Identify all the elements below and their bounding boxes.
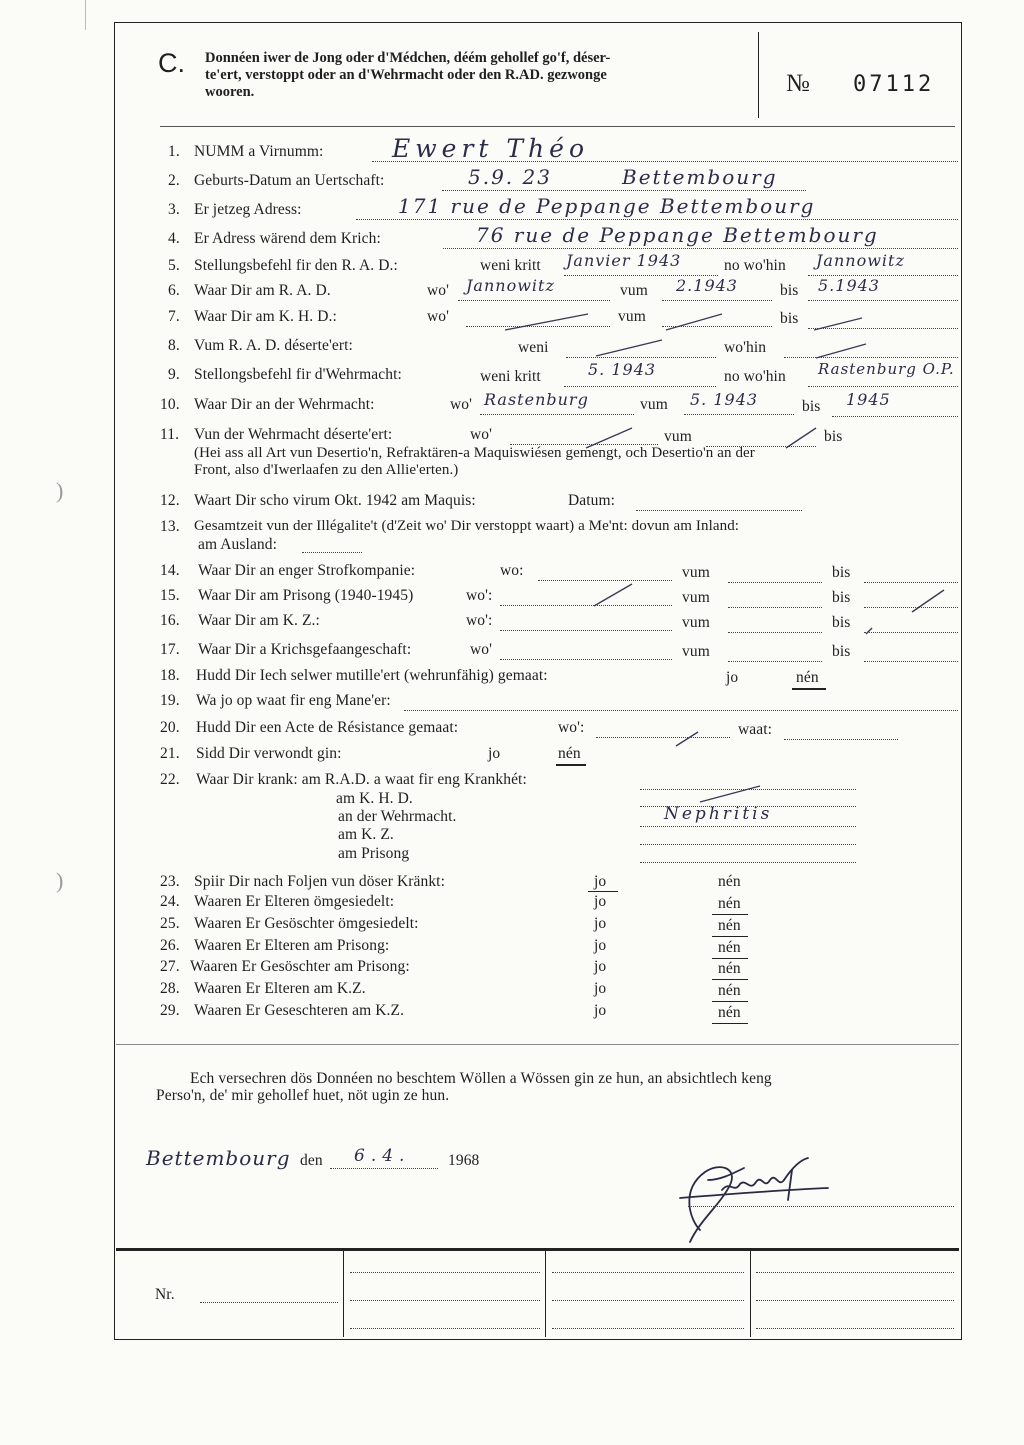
row-label: Gesamtzeit vun der Illégalite't (d'Zeit wo' Dir verstoppt waart) a Me'nt: dovun am Inland: xyxy=(194,518,740,534)
handwritten-value: 2.1943 xyxy=(676,276,738,295)
row-label: Waart Dir scho virum Okt. 1942 am Maquis: xyxy=(194,492,476,509)
field-label: no wo'hin xyxy=(724,257,786,274)
footer-rule xyxy=(116,1248,959,1251)
row-number: 3. xyxy=(168,201,180,218)
row-number: 11. xyxy=(160,426,180,443)
handwritten-illness: Nephritis xyxy=(664,804,773,824)
fill-line xyxy=(552,1300,744,1301)
option-nen: nén xyxy=(796,669,819,686)
row-label: Spiir Dir nach Foljen vun döser Kränkt: xyxy=(194,873,445,890)
field-label: vum xyxy=(620,282,648,299)
sub-label: am K. H. D. xyxy=(336,790,413,807)
option-jo: jo xyxy=(594,1002,607,1019)
field-label: wo': xyxy=(558,719,585,736)
row-label: Stellungsbefehl fir den R. A. D.: xyxy=(194,257,398,274)
declaration-line: Perso'n, de' mir gehollef huet, nöt ugin ze hun. xyxy=(156,1087,450,1104)
fill-line xyxy=(350,1328,540,1329)
row-label: Waaren Er Gesöschter ömgesiedelt: xyxy=(194,915,419,932)
field-label: bis xyxy=(802,398,821,415)
row-number: 22. xyxy=(160,771,180,788)
field-label: weni kritt xyxy=(480,368,541,385)
field-label: wo'hin xyxy=(724,339,767,356)
fill-line xyxy=(330,1168,438,1169)
handwritten-birthdate: 5.9. 23 xyxy=(468,165,552,189)
sub-label: an der Wehrmacht. xyxy=(338,808,457,825)
intro-line: te'ert, verstoppt oder an d'Wehrmacht oder den R.AD. gezwonge xyxy=(205,67,607,83)
handwritten-value: 1945 xyxy=(846,390,891,409)
row-number: 20. xyxy=(160,719,180,736)
row-number: 10. xyxy=(160,396,180,413)
field-label: vum xyxy=(682,564,710,581)
form-number: 07112 xyxy=(853,72,935,97)
sub-label: am Prisong xyxy=(338,845,410,862)
field-label: bis xyxy=(832,643,851,660)
section-letter: C. xyxy=(158,48,185,78)
section-separator xyxy=(116,1044,959,1045)
row-label: Waaren Er Elteren ömgesiedelt: xyxy=(194,893,395,910)
row-label: Waaren Er Geseschteren am K.Z. xyxy=(194,1002,405,1019)
row-label: Geburts-Datum an Uertschaft: xyxy=(194,172,385,189)
field-label: vum xyxy=(682,589,710,606)
intro-line: wooren. xyxy=(205,84,255,100)
option-jo: jo xyxy=(594,980,607,997)
row-number: 12. xyxy=(160,492,180,509)
row-number: 21. xyxy=(160,745,180,762)
row-label: Waar Dir a Krichsgefaangeschaft: xyxy=(198,641,412,658)
row-label-continued: am Ausland: xyxy=(198,536,278,553)
field-label: bis xyxy=(832,589,851,606)
field-label: wo': xyxy=(466,587,493,604)
handwritten-birthplace: Bettembourg xyxy=(622,165,778,189)
field-label: wo' xyxy=(470,641,493,658)
row-number: 1. xyxy=(168,143,180,160)
punch-hole-mark: ) xyxy=(56,478,64,503)
signature xyxy=(660,1150,840,1250)
fill-line xyxy=(756,1272,954,1273)
row-label: Waar Dir am Prisong (1940-1945) xyxy=(198,587,414,604)
field-label: weni kritt xyxy=(480,257,541,274)
punch-hole-mark: ) xyxy=(56,868,64,893)
field-label: waat: xyxy=(738,721,773,738)
option-jo: jo xyxy=(594,915,607,932)
row-label: Er Adress wärend dem Krich: xyxy=(194,230,381,247)
footer-divider xyxy=(545,1251,546,1337)
row-number: 7. xyxy=(168,308,180,325)
handwritten-place: Bettembourg xyxy=(146,1146,291,1170)
row-number: 2. xyxy=(168,172,180,189)
row-number: 13. xyxy=(160,518,180,535)
option-nen: nén xyxy=(718,1004,741,1021)
option-nen: nén xyxy=(718,960,741,977)
row-number: 6. xyxy=(168,282,180,299)
field-label: wo' xyxy=(427,308,450,325)
option-jo: jo xyxy=(594,893,607,910)
fill-line xyxy=(756,1300,954,1301)
row-label: Waaren Er Elteren am K.Z. xyxy=(194,980,366,997)
row-label: Waar Dir an enger Strofkompanie: xyxy=(198,562,416,579)
field-label: wo' xyxy=(427,282,450,299)
handwritten-address: 171 rue de Peppange Bettembourg xyxy=(398,194,816,218)
field-label: bis xyxy=(832,614,851,631)
row-number: 28. xyxy=(160,980,180,997)
field-label: wo' xyxy=(450,396,473,413)
handwritten-name: Ewert Théo xyxy=(392,134,590,163)
field-label: Datum: xyxy=(568,492,616,509)
handwritten-value: Rastenburg O.P. xyxy=(818,360,955,378)
fill-line xyxy=(350,1272,540,1273)
field-label: weni xyxy=(518,339,549,356)
row-number: 5. xyxy=(168,257,180,274)
declaration-line: Ech versechren dös Donnéen no beschtem Wöllen a Wössen gin ze hun, an absichtlech keng xyxy=(190,1070,772,1087)
fill-line xyxy=(552,1328,744,1329)
option-nen: nén xyxy=(718,982,741,999)
handwritten-value: Jannowitz xyxy=(466,276,555,295)
footer-divider xyxy=(750,1251,751,1337)
row-label: Sidd Dir verwondt gin: xyxy=(196,745,342,762)
row-label: Waaren Er Gesöschter am Prisong: xyxy=(190,958,410,975)
fill-line xyxy=(552,1272,744,1273)
row-number: 16. xyxy=(160,612,180,629)
field-label: vum xyxy=(640,396,668,413)
row-label: Vum R. A. D. déserte'ert: xyxy=(194,337,353,354)
handwritten-date: 6.4. xyxy=(354,1146,411,1166)
field-label: bis xyxy=(824,428,843,445)
row-number: 18. xyxy=(160,667,180,684)
fill-line xyxy=(200,1302,338,1303)
option-nen: nén xyxy=(718,917,741,934)
option-jo: jo xyxy=(594,958,607,975)
field-label: vum xyxy=(618,308,646,325)
field-label: bis xyxy=(832,564,851,581)
row-number: 15. xyxy=(160,587,180,604)
row-label: Stellongsbefehl fir d'Wehrmacht: xyxy=(194,366,402,383)
field-label: bis xyxy=(780,282,799,299)
field-label: wo' xyxy=(470,426,493,443)
row-number: 23. xyxy=(160,873,180,890)
option-jo: jo xyxy=(488,745,501,762)
field-label: vum xyxy=(682,614,710,631)
row-label: Vun der Wehrmacht déserte'ert: xyxy=(194,426,393,443)
handwritten-value: 5. 1943 xyxy=(588,360,657,379)
handwritten-war-address: 76 rue de Peppange Bettembourg xyxy=(476,223,879,247)
handwritten-value: Rastenburg xyxy=(484,390,589,409)
option-nen: nén xyxy=(558,745,581,762)
row-label: Hudd Dir Iech selwer mutille'ert (wehrunfähig) gemaat: xyxy=(196,667,548,684)
handwritten-value: 5.1943 xyxy=(818,276,880,295)
row-label: Er jetzeg Adress: xyxy=(194,201,302,218)
row-number: 14. xyxy=(160,562,180,579)
row-number: 19. xyxy=(160,692,180,709)
option-jo: jo xyxy=(726,669,739,686)
row-number: 9. xyxy=(168,366,180,383)
row-note: (Hei ass all Art vun Desertio'n, Refraktären-a Maquiswiésen gemengt, och Desertio'n an der xyxy=(194,445,755,461)
year-label: 1968 xyxy=(448,1152,480,1169)
row-label: Waaren Er Elteren am Prisong: xyxy=(194,937,390,954)
row-label: Waar Dir krank: am R.A.D. a waat fir eng Krankhét: xyxy=(196,771,527,788)
option-jo: jo xyxy=(594,937,607,954)
row-number: 24. xyxy=(160,893,180,910)
field-label: no wo'hin xyxy=(724,368,786,385)
option-nen: nén xyxy=(718,873,741,890)
row-number: 27. xyxy=(160,958,180,975)
row-label: Waar Dir am K. Z.: xyxy=(198,612,320,629)
option-nen: nén xyxy=(718,939,741,956)
handwritten-value: 5. 1943 xyxy=(690,390,759,409)
row-number: 29. xyxy=(160,1002,180,1019)
row-label: Wa jo op waat fir eng Mane'er: xyxy=(196,692,391,709)
footer-nr-label: Nr. xyxy=(155,1286,175,1303)
field-label: vum xyxy=(664,428,692,445)
row-number: 4. xyxy=(168,230,180,247)
footer-divider xyxy=(343,1251,344,1337)
fill-line xyxy=(350,1300,540,1301)
handwritten-value: Jannowitz xyxy=(816,251,905,270)
field-label: wo: xyxy=(500,562,524,579)
row-label: Hudd Dir een Acte de Résistance gemaat: xyxy=(196,719,459,736)
intro-line: Donnéen iwer de Jong oder d'Médchen, déém gehollef go'f, déser- xyxy=(205,50,611,66)
row-number: 25. xyxy=(160,915,180,932)
field-label: bis xyxy=(780,310,799,327)
handwritten-value: Janvier 1943 xyxy=(566,251,682,270)
row-number: 8. xyxy=(168,337,180,354)
row-label: NUMM a Virnumm: xyxy=(194,143,324,160)
option-nen: nén xyxy=(718,895,741,912)
option-jo: jo xyxy=(594,873,607,890)
field-label: vum xyxy=(682,643,710,660)
fill-line xyxy=(756,1328,954,1329)
row-label: Waar Dir am R. A. D. xyxy=(194,282,331,299)
date-label: den xyxy=(300,1152,323,1169)
number-label: № xyxy=(786,70,810,97)
row-label: Waar Dir am K. H. D.: xyxy=(194,308,337,325)
row-note: Front, also d'Iwerlaafen zu den Allie'erten.) xyxy=(194,462,459,478)
row-number: 17. xyxy=(160,641,180,658)
row-number: 26. xyxy=(160,937,180,954)
sub-label: am K. Z. xyxy=(338,826,394,843)
row-label: Waar Dir an der Wehrmacht: xyxy=(194,396,375,413)
field-label: wo': xyxy=(466,612,493,629)
